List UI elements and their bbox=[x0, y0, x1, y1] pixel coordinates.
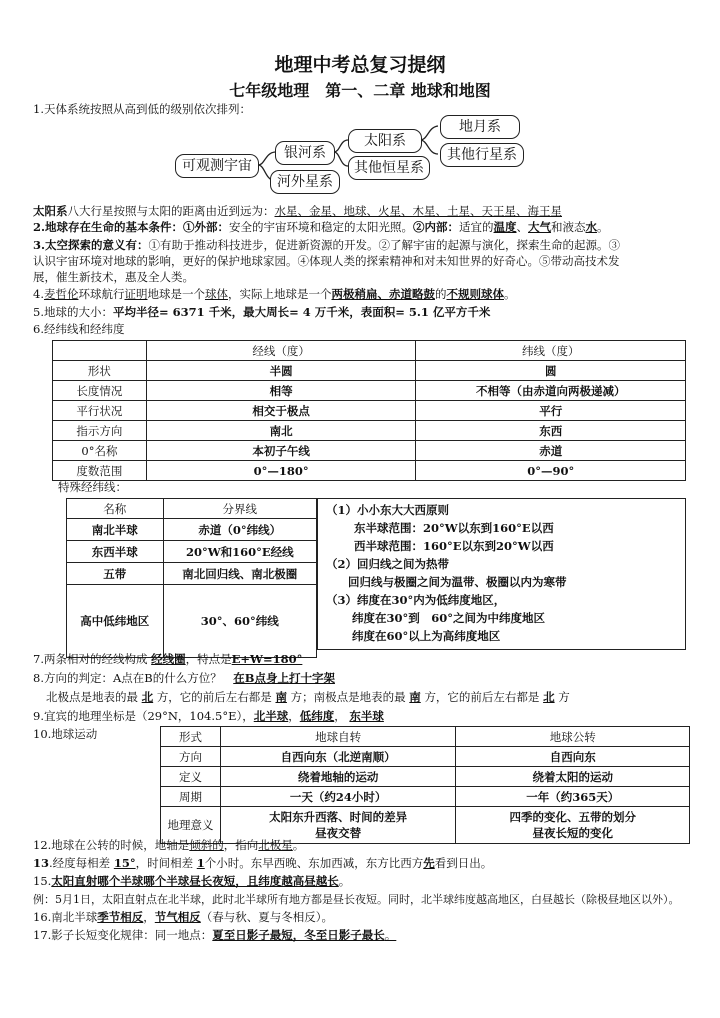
q16-line: 16.南北半球季节相反，节气相反（春与秋、夏与冬相反）。 bbox=[33, 910, 334, 924]
table-row: 周期 一天（约24小时） 一年（约365天） bbox=[161, 787, 690, 807]
q9-line: 9.宜宾的地理坐标是（29°N，104.5°E），北半球，低纬度， 东半球 bbox=[33, 709, 384, 723]
q15-line: 15.太阳直射哪个半球哪个半球昼长夜短，且纬度越高昼越长。 bbox=[33, 874, 351, 888]
earth-moon-system-box: 地月系 bbox=[440, 115, 520, 139]
extragalactic-box: 河外星系 bbox=[270, 170, 340, 194]
other-planet-systems-box: 其他行星系 bbox=[440, 143, 524, 167]
table-row: 度数范围 0°—180° 0°—90° bbox=[53, 461, 686, 481]
q12-line: 12.地球在公转的时候，地轴是倾斜的，指向北极星。 bbox=[33, 838, 305, 852]
other-star-systems-box: 其他恒星系 bbox=[348, 156, 430, 180]
example-line: 例：5月1日，太阳直射点在北半球，此时北半球所有地方都是昼长夜短。同时，北半球纬度越高地区，白昼越长（除极昼地区以外）。 bbox=[33, 893, 680, 906]
special-lines-table bbox=[66, 498, 317, 658]
q3-line2: 认识宇宙环境对地球的影响，更好的保护地球家园。④体现人类的探索精神和对未知世界的好奇心。⑤带动高技术发 bbox=[33, 254, 620, 268]
table-row: 平行状况 相交于极点 平行 bbox=[53, 401, 686, 421]
q8-line1: 8.方向的判定：A点在B的什么方位？ 在B点身上打十字架 bbox=[33, 671, 335, 685]
special-lines-notes: （1）小小东大大西原则 东半球范围：20°W以东到160°E以西 西半球范围：160°E以东到20°W以西 （2）回归线之间为热带 回归线与极圈之间为温带、极圈以内为寒带 （3）纬度在30°内为低纬度地区， 纬度在30°到 60°之间为中纬度地区 纬度在60°以上为高纬度地区 bbox=[317, 498, 686, 650]
q17-line: 17.影子长短变化规律：同一地点：夏至日影子最短，冬至日影子最长。 bbox=[33, 928, 397, 942]
q4-line: 4.麦哲伦环球航行证明地球是一个球体，实际上地球是一个两极稍扁、赤道略鼓的不规则球体。 bbox=[33, 287, 516, 301]
page-subtitle: 七年级地理 第一、二章 地球和地图 bbox=[229, 81, 491, 100]
table-header-row: 名称 分界线 bbox=[67, 499, 317, 519]
table-row: 五带 南北回归线、南北极圈 bbox=[67, 563, 317, 585]
table-row: 0°名称 本初子午线 赤道 bbox=[53, 441, 686, 461]
table-row: 高中低纬地区 30°、60°纬线 bbox=[67, 585, 317, 658]
special-lines-label: 特殊经纬线： bbox=[58, 480, 127, 494]
q1-text: 1.天体系统按照从高到低的级别依次排列： bbox=[33, 102, 251, 116]
page-title: 地理中考总复习提纲 bbox=[274, 54, 446, 76]
q3-line3: 展，催生新技术，惠及全人类。 bbox=[33, 270, 194, 284]
earth-motion-table bbox=[160, 726, 690, 844]
table-row: 指示方向 南北 东西 bbox=[53, 421, 686, 441]
milky-way-box: 银河系 bbox=[275, 141, 335, 165]
solar-system-line: 太阳系八大行星按照与太阳的距离由近到远为：水星、金星、地球、火星、木星、土星、天王星、海王星 bbox=[33, 204, 562, 218]
table-row: 东西半球 20°W和160°E经线 bbox=[67, 541, 317, 563]
q5-line: 5.地球的大小：平均半径= 6371 千米，最大周长= 4 万千米，表面积= 5.1 亿平方千米 bbox=[33, 305, 491, 319]
q10-label: 10.地球运动 bbox=[33, 727, 98, 741]
solar-system-box: 太阳系 bbox=[348, 129, 422, 153]
q3-line1: 3.太空探索的意义有：①有助于推动科技进步，促进新资源的开发。②了解宇宙的起源与演化，探索生命的起源。③ bbox=[33, 238, 621, 252]
q8-line2: 北极点是地表的最 北 方，它的前后左右都是 南 方；南极点是地表的最 南 方，它的前后左右都是 北 方 bbox=[46, 690, 570, 704]
table-row: 南北半球 赤道（0°纬线） bbox=[67, 519, 317, 541]
table-row: 地理意义 太阳东升西落、时间的差异 昼夜交替 四季的变化、五带的划分 昼夜长短的变化 bbox=[161, 807, 690, 844]
q7-line: 7.两条相对的经线构成 经线圈，特点是E+W=180° bbox=[33, 652, 303, 666]
observable-universe-box: 可观测宇宙 bbox=[175, 154, 259, 178]
table-row: 形状 半圆 圆 bbox=[53, 361, 686, 381]
table-header-row: 经线（度） 纬线（度） bbox=[53, 341, 686, 361]
table-row: 定义 绕着地轴的运动 绕着太阳的运动 bbox=[161, 767, 690, 787]
table-header-row: 形式 地球自转 地球公转 bbox=[161, 727, 690, 747]
q2-line: 2.地球存在生命的基本条件：①外部：安全的宇宙环境和稳定的太阳光照。②内部：适宜的温度、大气和液态水。 bbox=[33, 220, 609, 234]
table-row: 长度情况 相等 不相等（由赤道向两极递减） bbox=[53, 381, 686, 401]
q6-label: 6.经纬线和经纬度 bbox=[33, 322, 125, 336]
lat-long-table bbox=[52, 340, 686, 481]
table-row: 方向 自西向东（北逆南顺） 自西向东 bbox=[161, 747, 690, 767]
q13-line: 13.经度每相差 15°，时间相差 1个小时。东早西晚、东加西减，东方比西方先看到日出。 bbox=[33, 856, 493, 870]
